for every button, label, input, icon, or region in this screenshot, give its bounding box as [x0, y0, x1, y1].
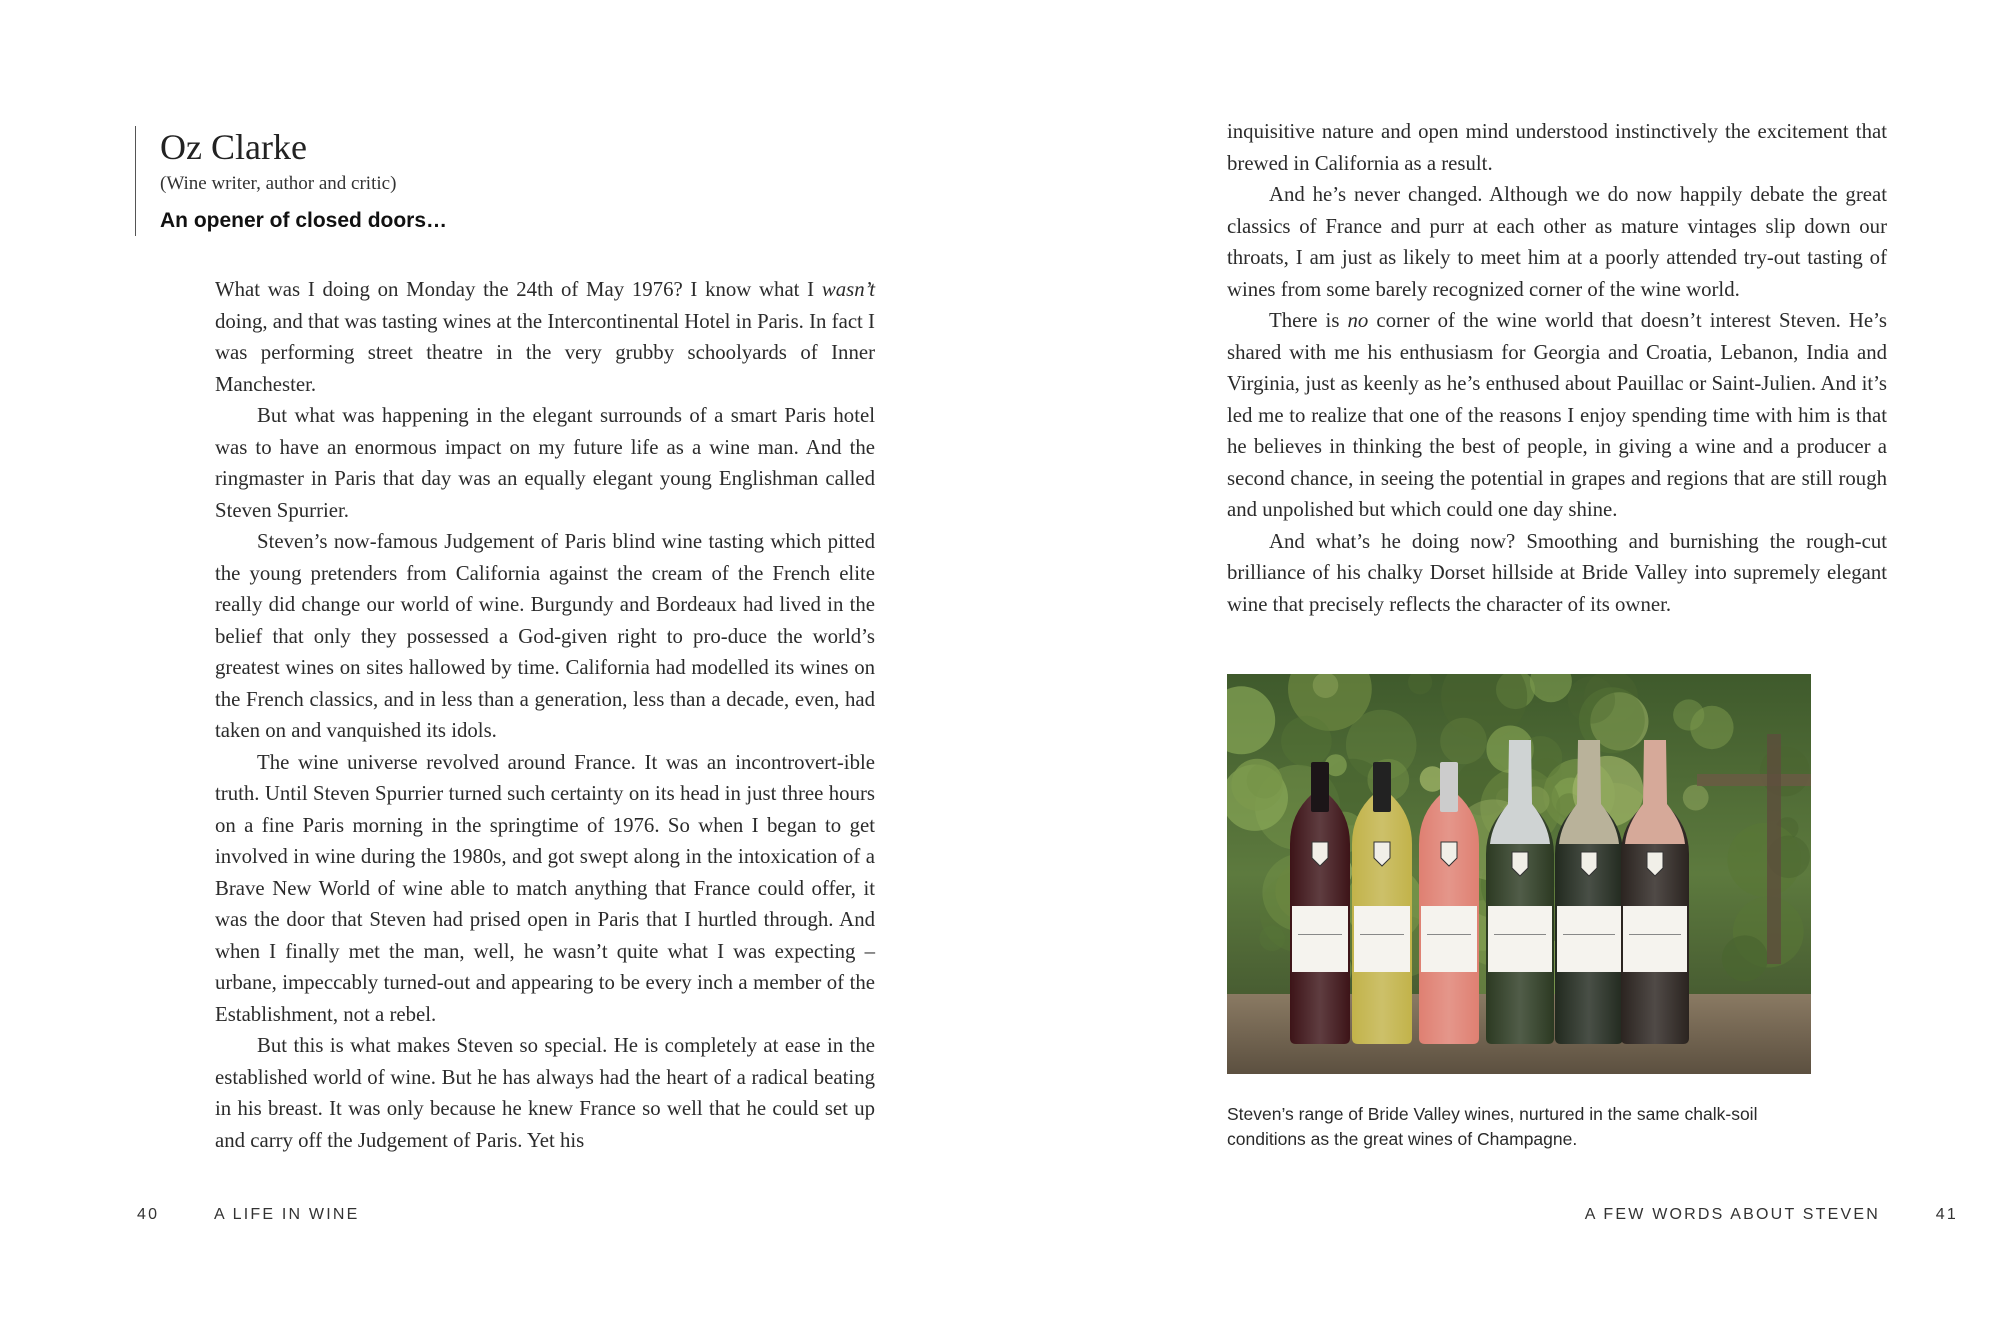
bottle-capsule — [1440, 762, 1458, 812]
foliage-blob — [1722, 935, 1768, 981]
emphasis: no — [1347, 309, 1369, 332]
paragraph: What was I doing on Monday the 24th of May 1976? I know what I wasn’t doing, and that was tasting wines at the Intercontinental Hotel in Paris. In fact I was performing street theatre in the very grubby schoolyards of Inner Manchester. — [215, 278, 875, 396]
photo-caption: Steven’s range of Bride Valley wines, nurtured in the same chalk-soil conditions as the great wines of Champagne. — [1227, 1104, 1758, 1149]
bottle-label — [1623, 906, 1687, 972]
left-body-text — [215, 274, 875, 1156]
author-name: Oz Clarke — [160, 127, 307, 167]
bottle-label — [1488, 906, 1552, 972]
bottle-label — [1292, 906, 1348, 972]
paragraph: And he’s never changed. Although we do now happily debate the great classics of France and purr at each other as mature vintages slip down our throats, I am just as likely to meet him at a poorly attended try-out tasting of wines from some barely recognized corner of the wine world. — [1227, 183, 1887, 301]
label-rule — [1298, 934, 1342, 935]
label-rule — [1629, 934, 1681, 935]
emphasis: wasn’t — [821, 278, 875, 301]
paragraph: But what was happening in the elegant surrounds of a smart Paris hotel was to have an enormous impact on my future life as a wine man. And the ringmaster in Paris that day was an equally elegant young Englishman called Steven Spurrier. — [215, 404, 875, 522]
wooden-post — [1767, 734, 1781, 964]
paragraph: But this is what makes Steven so special. He is completely at ease in the established world of wine. But he has always had the heart of a radical beating in his breast. It was only because he knew France so well that he could set up and carry off the Judgement of Paris. Yet his — [215, 1034, 875, 1152]
bottle-label — [1354, 906, 1410, 972]
bottle-label — [1421, 906, 1477, 972]
paragraph: And what’s he doing now? Smoothing and burnishing the rough-cut brilliance of his chalky Dorset hillside at Bride Valley into supremely elegant wine that precisely reflects the character of its owner. — [1227, 529, 1887, 616]
page-number: 41 — [1935, 1206, 1958, 1223]
paragraph: Steven’s now-famous Judgement of Paris blind wine tasting which pitted the young pretenders from California against the cream of the French elite really did change our world of wine. Burgundy and Bordeaux had lived in the belief that only they possessed a God-given right to pro-duce the world’s greatest wines on sites hallowed by time. California had modelled its wines on the French classics, and in less than a generation, less than a decade, even, had taken on and vanquished its idols. — [215, 530, 875, 742]
foliage-blob — [1440, 718, 1487, 765]
foliage-blob — [1683, 785, 1709, 811]
paragraph: There is no corner of the wine world that doesn’t interest Steven. He’s shared with me his enthusiasm for Georgia and Croatia, Lebanon, India and Virginia, just as keenly as he’s enthused about Pauillac or Saint-Julien. And it’s led me to realize that one of the reasons I enjoy spending time with him is that he believes in thinking the best of people, in giving a wine and a producer a second chance, in seeing the potential in grapes and regions that are still rough and unpolished but which could one day shine. — [1227, 309, 1887, 521]
bottle-label — [1557, 906, 1621, 972]
page-number: 40 — [137, 1206, 160, 1223]
bottle-capsule — [1373, 762, 1391, 812]
label-rule — [1494, 934, 1546, 935]
label-rule — [1427, 934, 1471, 935]
essay-subtitle: An opener of closed doors… — [160, 209, 448, 232]
paragraph: inquisitive nature and open mind understood instinctively the excitement that brewed in California as a result. — [1227, 120, 1887, 175]
label-rule — [1360, 934, 1404, 935]
foliage-blob — [1231, 759, 1283, 811]
right-body-text — [1227, 116, 1887, 620]
bottle-capsule — [1311, 762, 1329, 812]
wine-bottles-photo — [1227, 674, 1811, 1074]
paragraph: The wine universe revolved around France. It was an incontrovert-ible truth. Until Steven Spurrier turned such certainty on its head in just three hours on a fine Paris morning in the springtime of 1976. So when I began to get involved in wine during the 1980s, and got swept along in the intoxication of a Brave New World of wine able to match anything that France could offer, it was the door that Steven had prised open in Paris that I hurtled through. And when I finally met the man, well, he wasn’t quite what I was expecting – urbane, impeccably turned-out and appearing to be every inch a member of the Establishment, not a rebel. — [215, 750, 875, 1026]
author-role: (Wine writer, author and critic) — [160, 173, 397, 194]
foliage-blob — [1259, 926, 1285, 952]
wooden-rail — [1697, 774, 1811, 786]
foliage-blob — [1690, 706, 1733, 749]
running-head: A FEW WORDS ABOUT STEVEN — [1584, 1206, 1880, 1223]
right-page — [1004, 0, 2008, 1329]
running-head: A LIFE IN WINE — [214, 1206, 360, 1223]
foliage-blob — [1281, 716, 1332, 767]
contributor-header — [135, 126, 447, 236]
label-rule — [1563, 934, 1615, 935]
